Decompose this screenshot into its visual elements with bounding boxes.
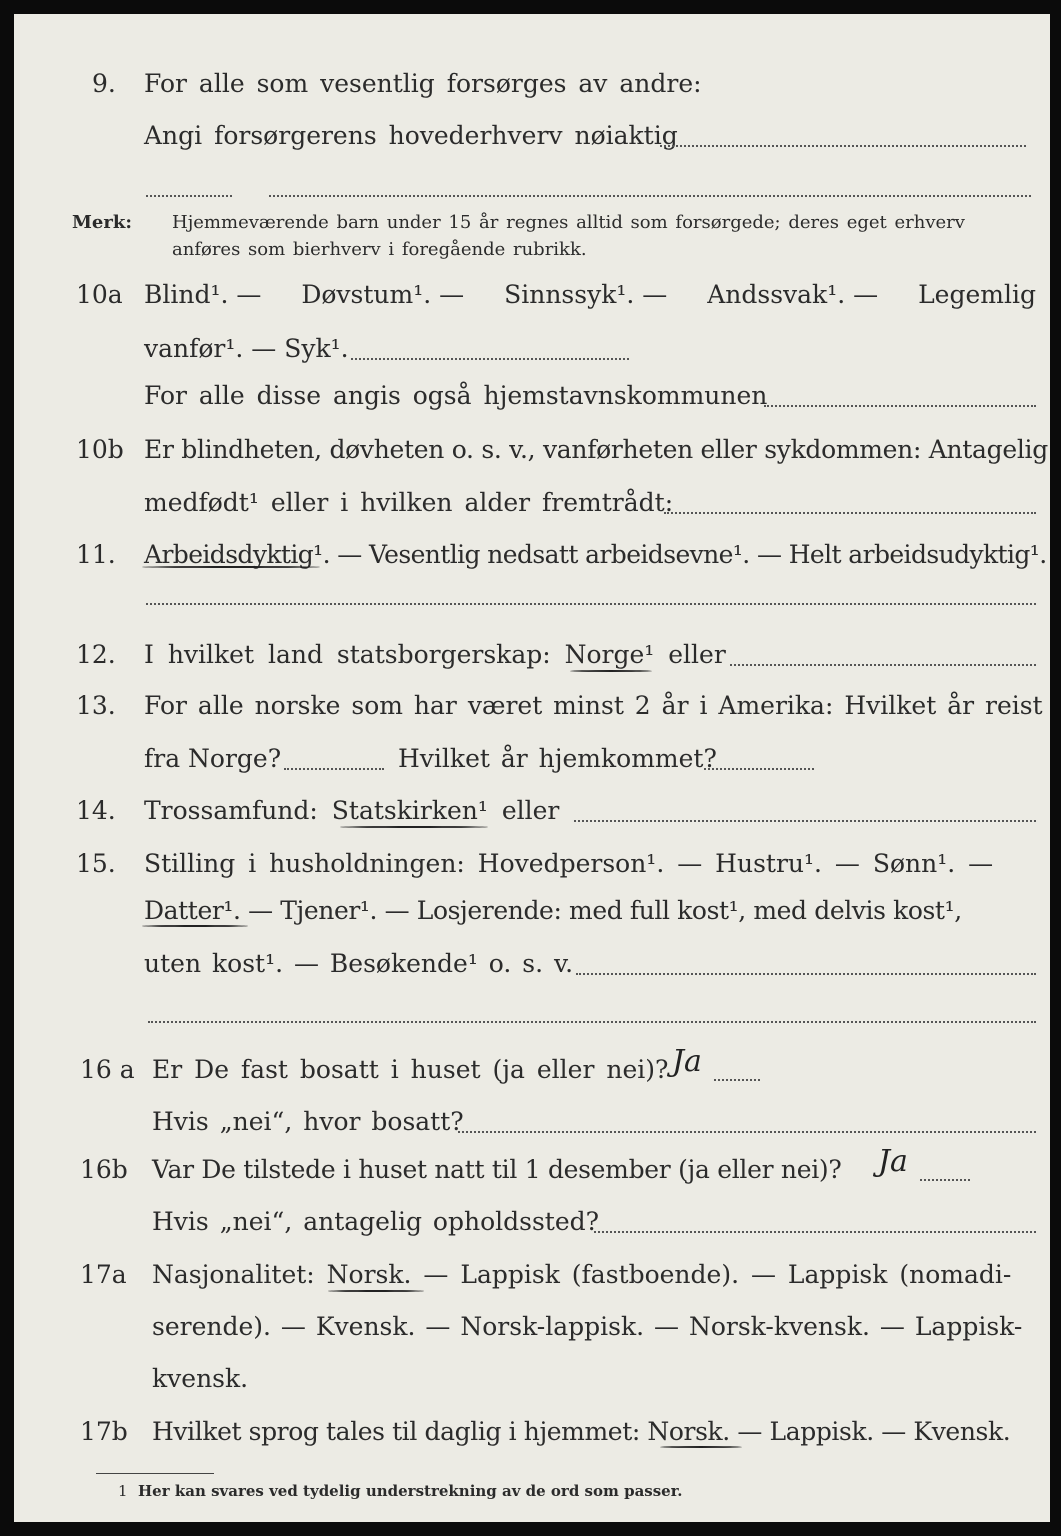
footnote-text: Her kan svares ved tydelig understrekning av de ord som passer. bbox=[138, 1482, 683, 1500]
handwritten-underline bbox=[660, 1446, 742, 1448]
question-14-text: Trossamfund: Statskirken¹ eller bbox=[144, 796, 560, 825]
question-number: 9. bbox=[92, 69, 116, 98]
option-andssvak: Andssvak¹. — bbox=[707, 280, 879, 309]
question-13-line2b: Hvilket år hjemkommet? bbox=[398, 744, 717, 773]
handwritten-underline bbox=[340, 826, 488, 828]
question-15-line2: Datter¹. — Tjener¹. — Losjerende: med full kost¹, med delvis kost¹, bbox=[144, 896, 962, 925]
question-13-line1: For alle norske som har været minst 2 år i Amerika: Hvilket år reist bbox=[144, 691, 1043, 720]
footnote-rule bbox=[96, 1473, 214, 1474]
answer-line bbox=[146, 195, 232, 197]
question-10b-line1: Er blindheten, døvheten o. s. v., vanførheten eller sykdommen: Antagelig bbox=[144, 435, 1048, 464]
question-16a-line1: Er De fast bosatt i huset (ja eller nei)? bbox=[152, 1055, 669, 1084]
question-9-line1: For alle som vesentlig forsørges av andre: bbox=[144, 69, 702, 98]
question-16b-line1: Var De tilstede i huset natt til 1 desember (ja eller nei)? bbox=[152, 1155, 842, 1184]
note-line1: Hjemmeværende barn under 15 år regnes alltid som forsørgede; deres eget erhverv bbox=[172, 212, 965, 233]
question-16a-line2: Hvis „nei“, hvor bosatt? bbox=[152, 1107, 464, 1136]
question-number: 16b bbox=[80, 1155, 128, 1184]
question-15-line3: uten kost¹. — Besøkende¹ o. s. v. bbox=[144, 949, 574, 978]
option-sinnssyk: Sinnssyk¹. — bbox=[504, 280, 668, 309]
footnote-mark: 1 bbox=[118, 1482, 128, 1500]
answer-line bbox=[704, 768, 814, 770]
option-dovstum: Døvstum¹. — bbox=[301, 280, 465, 309]
question-12-text: I hvilket land statsborgerskap: Norge¹ eller bbox=[144, 640, 726, 669]
answer-line bbox=[284, 768, 384, 770]
answer-line bbox=[574, 820, 1036, 822]
answer-line bbox=[269, 195, 1031, 197]
answer-line bbox=[664, 512, 1036, 514]
handwritten-underline bbox=[570, 670, 652, 672]
question-10a-line3: For alle disse angis også hjemstavnskommunen bbox=[144, 381, 768, 410]
question-number: 15. bbox=[76, 849, 116, 878]
question-17a-line2: serende). — Kvensk. — Norsk-lappisk. — Norsk-kvensk. — Lappisk- bbox=[152, 1312, 1023, 1341]
question-number: 12. bbox=[76, 640, 116, 669]
census-form-page bbox=[14, 14, 1050, 1522]
answer-line bbox=[148, 1021, 1036, 1023]
handwritten-answer: Ja bbox=[878, 1144, 908, 1179]
answer-line bbox=[764, 405, 1036, 407]
question-number: 13. bbox=[76, 691, 116, 720]
handwritten-underline bbox=[328, 1290, 424, 1292]
question-17a-line1: Nasjonalitet: Norsk. — Lappisk (fastboende). — Lappisk (nomadi- bbox=[152, 1260, 1012, 1289]
answer-line bbox=[594, 1231, 1036, 1233]
answer-line bbox=[920, 1179, 970, 1181]
question-number: 17a bbox=[80, 1260, 127, 1289]
answer-line bbox=[714, 1079, 760, 1081]
answer-line bbox=[576, 973, 1036, 975]
question-number: 11. bbox=[76, 540, 116, 569]
option-legemlig: Legemlig bbox=[918, 280, 1036, 309]
question-17a-line3: kvensk. bbox=[152, 1364, 249, 1393]
question-10a-line2: vanfør¹. — Syk¹. bbox=[144, 334, 349, 363]
question-13-line2a: fra Norge? bbox=[144, 744, 282, 773]
option-blind: Blind¹. — bbox=[144, 280, 262, 309]
answer-line bbox=[351, 358, 629, 360]
question-9-line2: Angi forsørgerens hovederhverv nøiaktig bbox=[144, 121, 678, 150]
question-15-line1: Stilling i husholdningen: Hovedperson¹. — Hustru¹. — Sønn¹. — bbox=[144, 849, 994, 878]
note-label: Merk: bbox=[72, 212, 132, 233]
answer-line bbox=[458, 1131, 1036, 1133]
question-number: 17b bbox=[80, 1417, 128, 1446]
question-number: 14. bbox=[76, 796, 116, 825]
question-number: 10b bbox=[76, 435, 124, 464]
handwritten-answer: Ja bbox=[672, 1044, 702, 1079]
question-17b-text: Hvilket sprog tales til daglig i hjemmet: Norsk. — Lappisk. — Kvensk. bbox=[152, 1417, 1011, 1446]
question-11-text: Arbeidsdyktig¹. — Vesentlig nedsatt arbeidsevne¹. — Helt arbeidsudyktig¹. bbox=[144, 540, 1047, 569]
answer-line bbox=[146, 603, 1036, 605]
question-number: 10a bbox=[76, 280, 123, 309]
handwritten-underline bbox=[142, 925, 248, 927]
answer-line bbox=[730, 664, 1036, 666]
handwritten-underline bbox=[142, 566, 320, 568]
question-10a-line1 bbox=[144, 280, 1036, 310]
question-10b-line2: medfødt¹ eller i hvilken alder fremtrådt: bbox=[144, 488, 674, 517]
question-16b-line2: Hvis „nei“, antagelig opholdssted? bbox=[152, 1207, 600, 1236]
note-line2: anføres som bierhverv i foregående rubrikk. bbox=[172, 239, 587, 260]
question-number: 16 a bbox=[80, 1055, 135, 1084]
answer-line bbox=[660, 145, 1026, 147]
